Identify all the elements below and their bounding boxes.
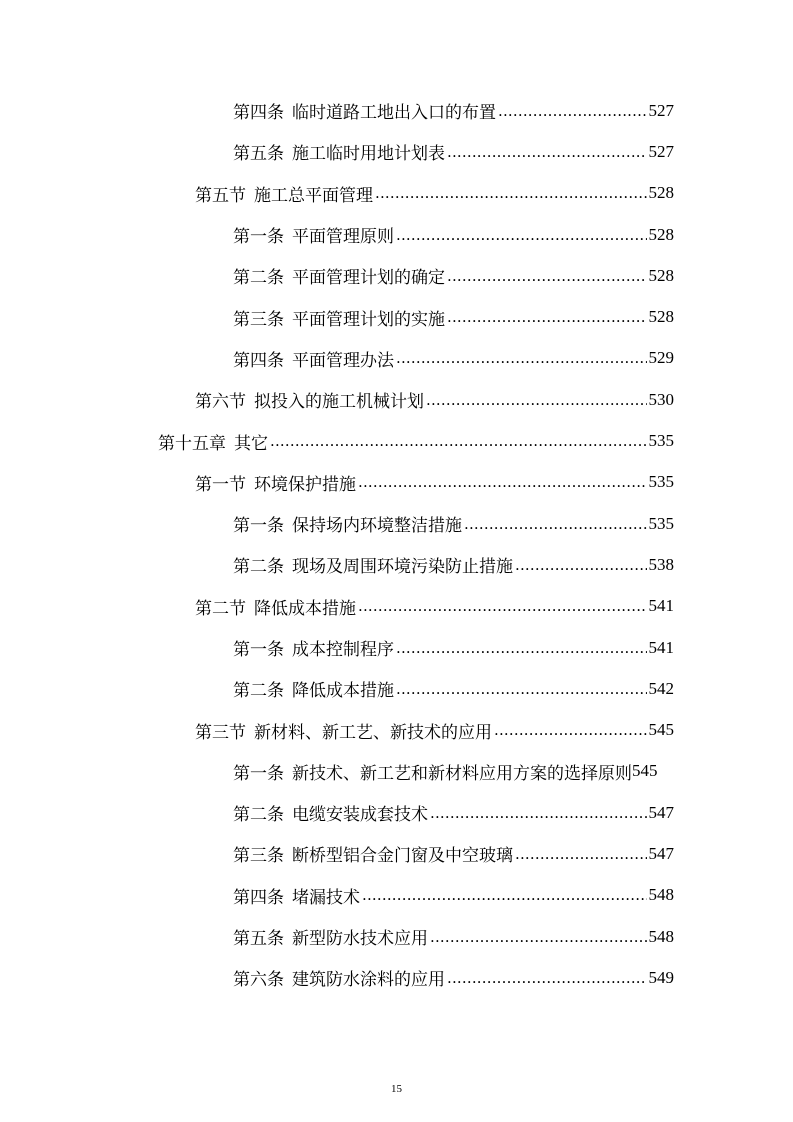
toc-entry-title: 新技术、新工艺和新材料应用方案的选择原则	[292, 763, 632, 784]
toc-dot-leader	[270, 431, 647, 451]
toc-entry-page: 535	[648, 472, 674, 492]
toc-entry-label: 第六节	[195, 392, 246, 413]
toc-entry-label: 第三条	[233, 309, 284, 330]
toc-entry[interactable]	[0, 792, 674, 833]
toc-entry-page: 542	[648, 678, 674, 698]
toc-entry-page: 545	[648, 720, 674, 740]
toc-entry-title: 平面管理计划的确定	[292, 268, 445, 289]
toc-entry-label: 第十五章	[158, 433, 226, 454]
toc-entry[interactable]	[0, 751, 674, 792]
toc-entry[interactable]	[0, 875, 674, 916]
toc-entry-title: 平面管理办法	[292, 350, 394, 371]
toc-entry-label: 第四条	[233, 350, 284, 371]
toc-entry[interactable]	[0, 627, 674, 668]
toc-entry-label: 第一条	[233, 227, 284, 248]
toc-entry-title: 拟投入的施工机械计划	[254, 392, 424, 413]
toc-entry[interactable]	[0, 338, 674, 379]
toc-entry-title: 平面管理计划的实施	[292, 309, 445, 330]
toc-entry-title: 建筑防水涂料的应用	[292, 970, 445, 991]
toc-entry-page: 548	[648, 926, 674, 946]
toc-dot-leader	[396, 638, 647, 658]
toc-entry-page: 529	[648, 348, 674, 368]
toc-entry-page: 528	[648, 307, 674, 327]
toc-entry-title: 新型防水技术应用	[292, 929, 428, 950]
toc-entry[interactable]	[0, 957, 674, 998]
toc-entry[interactable]	[0, 131, 674, 172]
toc-dot-leader	[430, 927, 647, 947]
toc-entry-label: 第二条	[233, 268, 284, 289]
toc-entry-page: 535	[648, 513, 674, 533]
toc-dot-leader	[515, 555, 647, 575]
toc-entry-label: 第四条	[233, 887, 284, 908]
toc-entry-label: 第二条	[233, 805, 284, 826]
toc-entry-page: 528	[648, 224, 674, 244]
toc-entry-page: 541	[648, 637, 674, 657]
toc-entry-title: 平面管理原则	[292, 227, 394, 248]
toc-entry-page: 541	[648, 596, 674, 616]
toc-entry-page: 528	[648, 183, 674, 203]
toc-entry-page: 545	[632, 761, 658, 781]
toc-entry-page: 530	[648, 389, 674, 409]
toc-entry[interactable]	[0, 916, 674, 957]
toc-dot-leader	[447, 968, 647, 988]
toc-entry-title: 临时道路工地出入口的布置	[292, 103, 496, 124]
toc-entry-label: 第六条	[233, 970, 284, 991]
toc-entry[interactable]	[0, 586, 674, 627]
toc-entry-page: 548	[648, 885, 674, 905]
toc-entry-label: 第二条	[233, 557, 284, 578]
toc-entry[interactable]	[0, 668, 674, 709]
toc-entry-title: 降低成本措施	[254, 598, 356, 619]
toc-entry-label: 第三条	[233, 846, 284, 867]
toc-entry[interactable]	[0, 214, 674, 255]
toc-entry-page: 547	[648, 802, 674, 822]
toc-entry-title: 成本控制程序	[292, 640, 394, 660]
toc-entry[interactable]	[0, 709, 674, 750]
toc-dot-leader	[447, 142, 647, 162]
toc-entry-label: 第五条	[233, 929, 284, 950]
toc-entry[interactable]	[0, 420, 674, 461]
toc-entry-page: 547	[648, 843, 674, 863]
toc-entry-title: 保持场内环境整洁措施	[292, 516, 462, 537]
toc-entry[interactable]	[0, 255, 674, 296]
toc-dot-leader	[358, 472, 647, 492]
toc-dot-leader	[515, 844, 647, 864]
toc-dot-leader	[358, 596, 647, 616]
toc-entry-label: 第五条	[233, 144, 284, 165]
toc-dot-leader	[447, 307, 647, 327]
toc-dot-leader	[430, 803, 647, 823]
toc-dot-leader	[426, 390, 647, 410]
toc-entry-label: 第三节	[195, 722, 246, 743]
toc-entry[interactable]	[0, 833, 674, 874]
toc-dot-leader	[464, 514, 647, 534]
toc-dot-leader	[494, 720, 647, 740]
toc-entry-label: 第二节	[195, 598, 246, 619]
toc-entry-title: 断桥型铝合金门窗及中空玻璃	[292, 846, 513, 867]
toc-entry-title: 电缆安装成套技术	[292, 805, 428, 826]
toc-entry-page: 527	[648, 141, 674, 161]
toc-entry-page: 549	[648, 967, 674, 987]
toc-entry-label: 第五节	[195, 185, 246, 206]
toc-entry-title: 新材料、新工艺、新技术的应用	[254, 722, 492, 743]
table-of-contents	[0, 90, 793, 999]
toc-dot-leader	[375, 183, 647, 203]
toc-entry[interactable]	[0, 90, 674, 131]
toc-entry-label: 第一条	[233, 516, 284, 537]
toc-entry-page: 538	[648, 554, 674, 574]
toc-entry[interactable]	[0, 544, 674, 585]
page-number: 15	[391, 1083, 402, 1095]
toc-entry[interactable]	[0, 379, 674, 420]
toc-entry-title: 施工临时用地计划表	[292, 144, 445, 165]
toc-entry-title: 其它	[234, 433, 268, 454]
toc-entry-label: 第一节	[195, 474, 246, 495]
toc-entry-title: 环境保护措施	[254, 474, 356, 495]
toc-entry-title: 现场及周围环境污染防止措施	[292, 557, 513, 578]
toc-entry-title: 施工总平面管理	[254, 185, 373, 206]
toc-entry-page: 535	[648, 431, 674, 451]
toc-entry[interactable]	[0, 173, 674, 214]
toc-dot-leader	[447, 266, 647, 286]
toc-entry-page: 527	[648, 100, 674, 120]
toc-entry-title: 降低成本措施	[292, 681, 394, 702]
toc-entry[interactable]	[0, 296, 674, 337]
toc-dot-leader	[396, 225, 647, 245]
toc-entry-label: 第二条	[233, 681, 284, 702]
toc-entry[interactable]	[0, 503, 674, 544]
toc-dot-leader	[396, 348, 647, 368]
toc-dot-leader	[362, 885, 647, 905]
toc-entry-label: 第一条	[233, 640, 284, 660]
toc-dot-leader	[396, 679, 647, 699]
toc-entry-title: 堵漏技术	[292, 887, 360, 908]
toc-entry-label: 第一条	[233, 763, 284, 784]
toc-entry[interactable]	[0, 462, 674, 503]
toc-entry-page: 528	[648, 265, 674, 285]
toc-dot-leader	[498, 101, 647, 121]
toc-entry-label: 第四条	[233, 103, 284, 124]
